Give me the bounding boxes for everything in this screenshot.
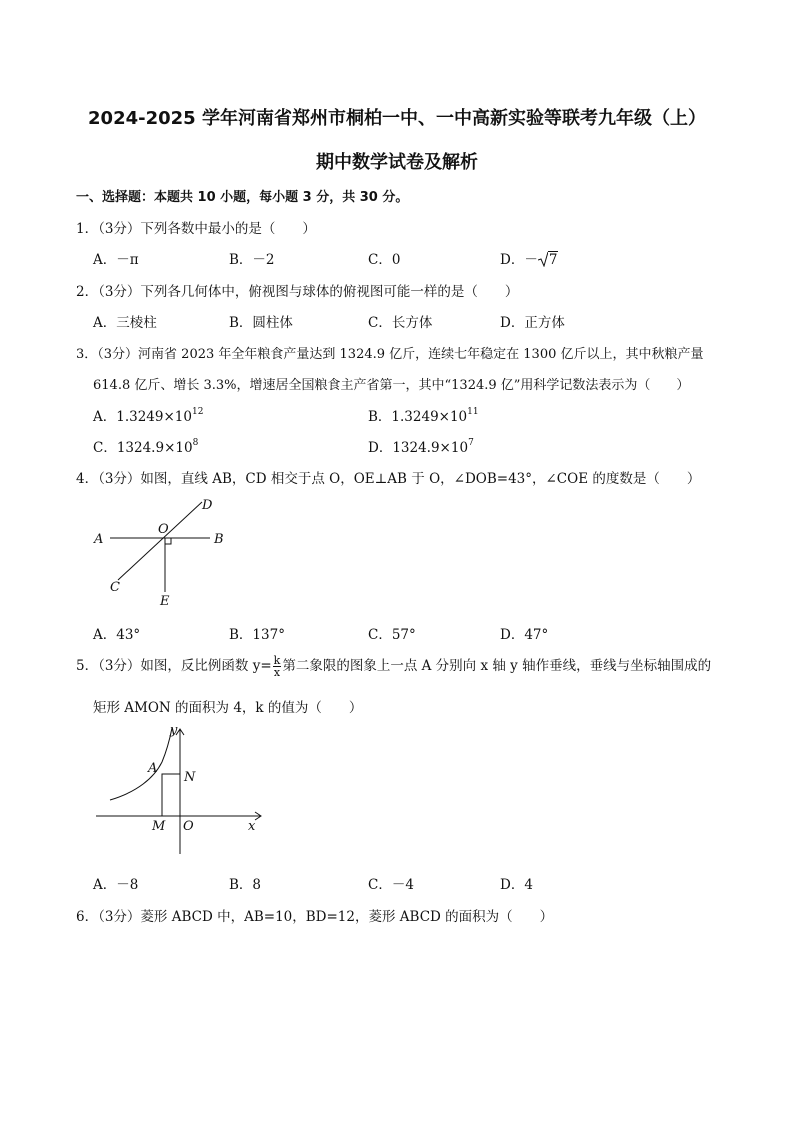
q4-figure — [90, 492, 240, 612]
hyperbola-curve — [110, 728, 172, 800]
q5-stem-line2: 矩形 AMON 的面积为 4，k 的值为（ ） — [93, 700, 363, 716]
q5-option-d: D．4 — [500, 877, 533, 893]
q2-stem: 2．（3分）下列各几何体中，俯视图与球体的俯视图可能一样的是（ ） — [76, 284, 519, 300]
q5-option-c: C．－4 — [368, 877, 414, 893]
q4-option-b: B．137° — [229, 627, 285, 643]
q5-stem-line1 — [76, 654, 711, 678]
label-a: A — [94, 532, 104, 547]
label-d: D — [202, 498, 213, 513]
q1-option-c: C．0 — [368, 252, 401, 268]
q3-stem-line2: 614.8 亿斤、增长 3.3%，增速居全国粮食主产省第一，其中“1324.9 亿”用科学记数法表示为（ ） — [93, 378, 690, 393]
sqrt-sign-icon — [538, 251, 548, 267]
label-x: x — [248, 819, 256, 834]
q3-option-a-exp: 12 — [191, 407, 204, 417]
q4-option-c: C．57° — [368, 627, 416, 643]
q1-option-a: A．－π — [93, 252, 139, 268]
q3-option-a-base: A．1.3249×10 — [93, 409, 192, 425]
q2-option-b: B．圆柱体 — [229, 315, 293, 331]
q3-option-a — [93, 405, 203, 425]
q2-option-a: A．三棱柱 — [93, 315, 157, 331]
q1-option-d-radicand: 7 — [548, 252, 558, 268]
q1-stem: 1．（3分）下列各数中最小的是（ ） — [76, 221, 316, 237]
q5-figure — [92, 720, 272, 860]
q3-option-c-base: C．1324.9×10 — [93, 440, 193, 456]
q2-option-d: D．正方体 — [500, 315, 565, 331]
paper-title-line2: 期中数学试卷及解析 — [316, 152, 478, 173]
q1-option-d-prefix: D．－ — [500, 252, 538, 268]
q3-option-b — [368, 405, 479, 425]
q4-option-d: D．47° — [500, 627, 549, 643]
section-heading: 一、选择题：本题共 10 小题，每小题 3 分，共 30 分。 — [76, 190, 409, 205]
q3-option-b-base: B．1.3249×10 — [368, 409, 468, 425]
fraction-denominator: x — [273, 666, 281, 679]
q3-stem-line1: 3．（3分）河南省 2023 年全年粮食产量达到 1324.9 亿斤，连续七年稳定在 1300 亿斤以上，其中秋粮产量 — [76, 347, 704, 362]
rectangle-amon — [162, 774, 180, 816]
q2-option-c: C．长方体 — [368, 315, 433, 331]
label-b: B — [214, 532, 224, 547]
q6-stem: 6．（3分）菱形 ABCD 中，AB=10，BD=12，菱形 ABCD 的面积为（ ） — [76, 909, 554, 925]
q3-option-d-exp: 7 — [468, 438, 474, 448]
fraction-numerator: k — [273, 654, 281, 667]
q1-option-b: B．－2 — [229, 252, 275, 268]
q5-option-a: A．－8 — [93, 877, 139, 893]
q5-option-b: B．8 — [229, 877, 262, 893]
line-cd — [118, 502, 202, 580]
label-e: E — [160, 594, 170, 609]
q3-option-c — [93, 436, 198, 456]
label-n: N — [184, 770, 196, 785]
label-m: M — [152, 819, 166, 834]
q3-option-c-exp: 8 — [192, 438, 199, 448]
label-a: A — [148, 761, 158, 776]
q5-fraction — [273, 655, 282, 678]
label-o: O — [183, 819, 194, 834]
label-c: C — [110, 580, 120, 595]
q3-option-d — [368, 436, 474, 456]
paper-title-line1: 2024-2025 学年河南省郑州市桐柏一中、一中高新实验等联考九年级（上） — [88, 108, 706, 129]
q4-stem: 4．（3分）如图，直线 AB，CD 相交于点 O，OE⊥AB 于 O，∠DOB=43°，∠COE 的度数是（ ） — [76, 471, 701, 487]
label-o: O — [158, 522, 169, 537]
q3-option-d-base: D．1324.9×10 — [368, 440, 469, 456]
q5-stem-pre: 5．（3分）如图，反比例函数 y= — [76, 658, 272, 674]
right-angle-mark — [165, 538, 171, 544]
q1-option-d — [500, 248, 558, 268]
label-y: y — [170, 723, 178, 738]
q4-option-a: A．43° — [93, 627, 141, 643]
q5-stem-post: 第二象限的图象上一点 A 分别向 x 轴 y 轴作垂线，垂线与坐标轴围成的 — [282, 658, 712, 674]
q3-option-b-exp: 11 — [467, 407, 479, 417]
